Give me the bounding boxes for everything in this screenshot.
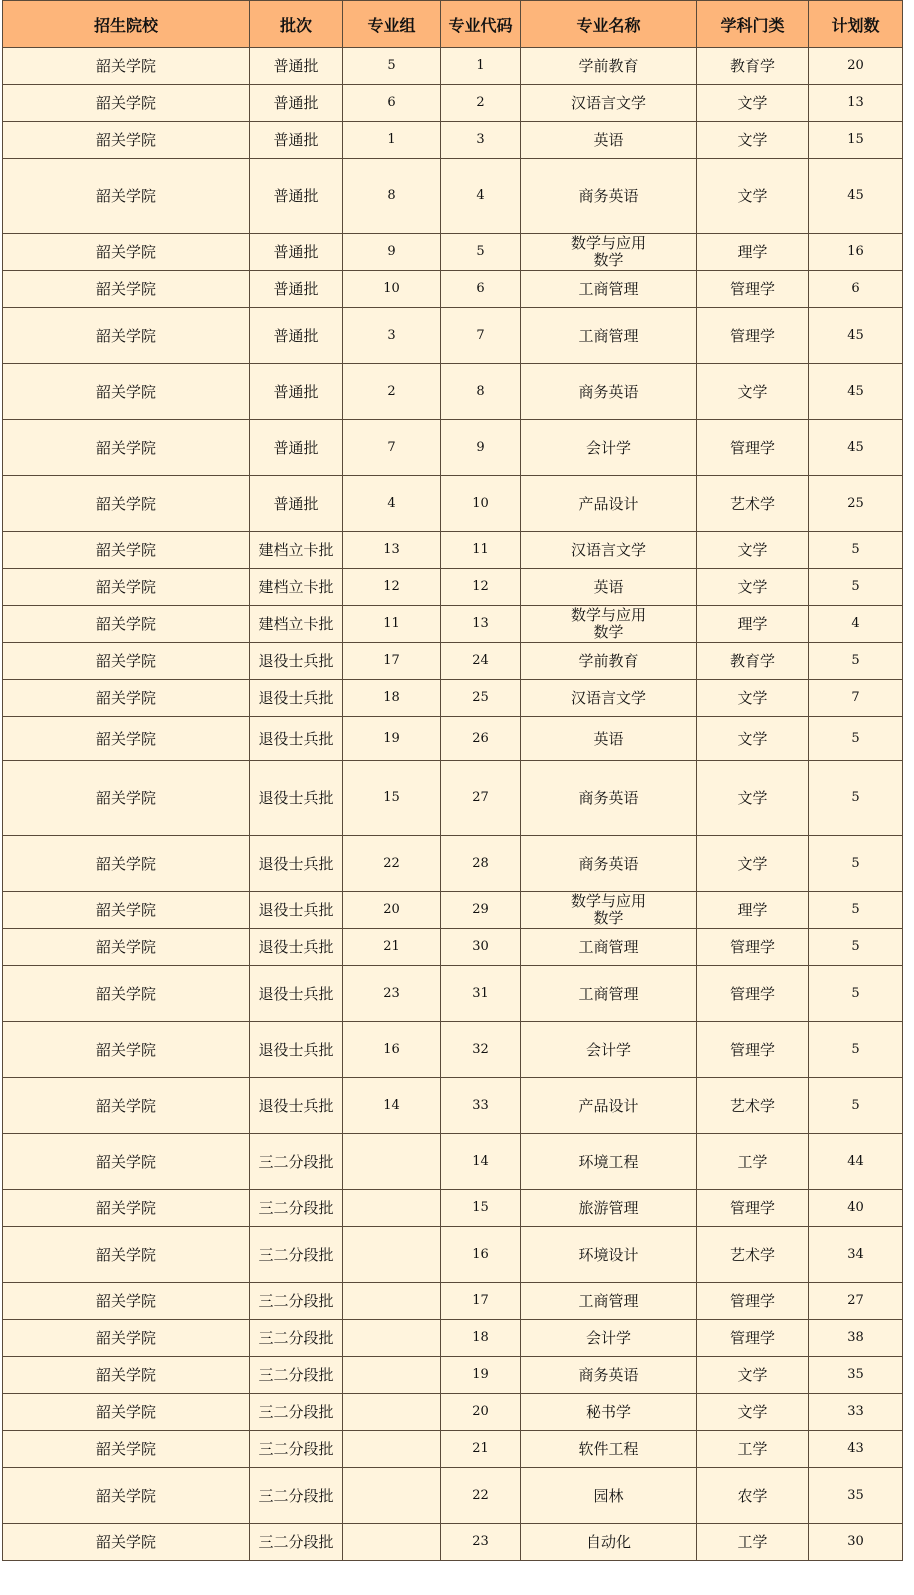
- cell-group: [343, 1357, 441, 1394]
- cell-group: 10: [343, 271, 441, 308]
- cell-school: 韶关学院: [3, 717, 250, 761]
- cell-code: 1: [441, 48, 521, 85]
- cell-batch: 普通批: [250, 234, 343, 271]
- table-row: [3, 717, 903, 761]
- table-row: [3, 234, 903, 271]
- cell-category: 管理学: [697, 308, 809, 364]
- cell-batch: 普通批: [250, 159, 343, 234]
- cell-code: 2: [441, 85, 521, 122]
- cell-school: 韶关学院: [3, 532, 250, 569]
- table-row: [3, 1524, 903, 1561]
- cell-category: 艺术学: [697, 1078, 809, 1134]
- cell-plan: 27: [809, 1283, 903, 1320]
- header-category: 学科门类: [697, 1, 809, 48]
- cell-plan: 5: [809, 569, 903, 606]
- table-row: [3, 122, 903, 159]
- cell-school: 韶关学院: [3, 159, 250, 234]
- cell-plan: 43: [809, 1431, 903, 1468]
- major-label: 数学与应用数学: [570, 892, 646, 927]
- cell-code: 19: [441, 1357, 521, 1394]
- cell-major: 环境设计: [521, 1227, 697, 1283]
- cell-plan: 33: [809, 1394, 903, 1431]
- header-plan: 计划数: [809, 1, 903, 48]
- table-row: [3, 1431, 903, 1468]
- table-row: [3, 85, 903, 122]
- table-row: [3, 1320, 903, 1357]
- cell-plan: 4: [809, 606, 903, 643]
- cell-school: 韶关学院: [3, 892, 250, 929]
- cell-batch: 三二分段批: [250, 1283, 343, 1320]
- cell-category: 管理学: [697, 1190, 809, 1227]
- cell-category: 管理学: [697, 929, 809, 966]
- cell-code: 12: [441, 569, 521, 606]
- table-row: [3, 606, 903, 643]
- cell-school: 韶关学院: [3, 85, 250, 122]
- cell-code: 18: [441, 1320, 521, 1357]
- cell-group: 14: [343, 1078, 441, 1134]
- cell-school: 韶关学院: [3, 1022, 250, 1078]
- cell-code: 32: [441, 1022, 521, 1078]
- cell-batch: 退役士兵批: [250, 1078, 343, 1134]
- table-row: [3, 532, 903, 569]
- cell-major: 产品设计: [521, 1078, 697, 1134]
- cell-code: 33: [441, 1078, 521, 1134]
- cell-plan: 5: [809, 929, 903, 966]
- cell-code: 16: [441, 1227, 521, 1283]
- cell-code: 13: [441, 606, 521, 643]
- cell-major: 学前教育: [521, 48, 697, 85]
- cell-school: 韶关学院: [3, 48, 250, 85]
- table-row: [3, 271, 903, 308]
- table-row: [3, 1078, 903, 1134]
- header-group: 专业组: [343, 1, 441, 48]
- table-row: [3, 1134, 903, 1190]
- cell-code: 11: [441, 532, 521, 569]
- table-row: [3, 1227, 903, 1283]
- cell-major: 工商管理: [521, 966, 697, 1022]
- table-row: [3, 364, 903, 420]
- cell-code: 7: [441, 308, 521, 364]
- cell-group: 20: [343, 892, 441, 929]
- cell-school: 韶关学院: [3, 1394, 250, 1431]
- cell-group: 22: [343, 836, 441, 892]
- cell-major: 产品设计: [521, 476, 697, 532]
- table-row: [3, 1022, 903, 1078]
- cell-batch: 普通批: [250, 476, 343, 532]
- cell-major: 工商管理: [521, 271, 697, 308]
- cell-code: 15: [441, 1190, 521, 1227]
- cell-code: 28: [441, 836, 521, 892]
- cell-batch: 三二分段批: [250, 1227, 343, 1283]
- cell-code: 25: [441, 680, 521, 717]
- cell-major: 自动化: [521, 1524, 697, 1561]
- table-row: [3, 1468, 903, 1524]
- cell-school: 韶关学院: [3, 1524, 250, 1561]
- cell-batch: 三二分段批: [250, 1134, 343, 1190]
- cell-school: 韶关学院: [3, 643, 250, 680]
- cell-category: 文学: [697, 569, 809, 606]
- cell-major: 商务英语: [521, 1357, 697, 1394]
- cell-batch: 普通批: [250, 271, 343, 308]
- table-row: [3, 1283, 903, 1320]
- cell-school: 韶关学院: [3, 761, 250, 836]
- cell-category: 文学: [697, 717, 809, 761]
- cell-category: 理学: [697, 606, 809, 643]
- cell-batch: 退役士兵批: [250, 836, 343, 892]
- header-major: 专业名称: [521, 1, 697, 48]
- cell-group: 16: [343, 1022, 441, 1078]
- table-row: [3, 929, 903, 966]
- cell-school: 韶关学院: [3, 476, 250, 532]
- cell-group: 15: [343, 761, 441, 836]
- cell-code: 14: [441, 1134, 521, 1190]
- cell-school: 韶关学院: [3, 1078, 250, 1134]
- cell-batch: 退役士兵批: [250, 929, 343, 966]
- cell-major: 学前教育: [521, 643, 697, 680]
- cell-plan: 5: [809, 836, 903, 892]
- cell-code: 23: [441, 1524, 521, 1561]
- cell-group: 18: [343, 680, 441, 717]
- cell-category: 文学: [697, 1394, 809, 1431]
- cell-code: 30: [441, 929, 521, 966]
- table-row: [3, 420, 903, 476]
- cell-school: 韶关学院: [3, 234, 250, 271]
- cell-category: 教育学: [697, 643, 809, 680]
- admissions-table: [2, 0, 903, 1561]
- cell-category: 管理学: [697, 966, 809, 1022]
- cell-group: 5: [343, 48, 441, 85]
- cell-school: 韶关学院: [3, 420, 250, 476]
- cell-major: 会计学: [521, 420, 697, 476]
- cell-major: [521, 234, 697, 271]
- cell-batch: 退役士兵批: [250, 1022, 343, 1078]
- cell-plan: 5: [809, 1078, 903, 1134]
- cell-plan: 45: [809, 308, 903, 364]
- cell-batch: 退役士兵批: [250, 643, 343, 680]
- cell-category: 文学: [697, 761, 809, 836]
- table-row: [3, 892, 903, 929]
- cell-group: 17: [343, 643, 441, 680]
- cell-major: 英语: [521, 569, 697, 606]
- cell-code: 20: [441, 1394, 521, 1431]
- major-label: 数学与应用数学: [570, 606, 646, 641]
- cell-group: 13: [343, 532, 441, 569]
- cell-batch: 退役士兵批: [250, 966, 343, 1022]
- cell-major: 工商管理: [521, 308, 697, 364]
- cell-category: 管理学: [697, 1283, 809, 1320]
- cell-plan: 38: [809, 1320, 903, 1357]
- cell-plan: 35: [809, 1357, 903, 1394]
- cell-plan: 15: [809, 122, 903, 159]
- cell-plan: 13: [809, 85, 903, 122]
- cell-batch: 普通批: [250, 122, 343, 159]
- cell-group: 2: [343, 364, 441, 420]
- cell-school: 韶关学院: [3, 606, 250, 643]
- cell-group: [343, 1227, 441, 1283]
- cell-batch: 普通批: [250, 364, 343, 420]
- cell-school: 韶关学院: [3, 680, 250, 717]
- cell-major: 商务英语: [521, 761, 697, 836]
- cell-plan: 16: [809, 234, 903, 271]
- cell-category: 艺术学: [697, 476, 809, 532]
- cell-code: 24: [441, 643, 521, 680]
- cell-plan: 5: [809, 532, 903, 569]
- cell-major: 工商管理: [521, 929, 697, 966]
- table-row: [3, 569, 903, 606]
- cell-major: [521, 892, 697, 929]
- cell-category: 文学: [697, 85, 809, 122]
- cell-category: 文学: [697, 836, 809, 892]
- cell-category: 文学: [697, 1357, 809, 1394]
- cell-batch: 退役士兵批: [250, 892, 343, 929]
- cell-group: [343, 1468, 441, 1524]
- cell-group: 9: [343, 234, 441, 271]
- cell-code: 9: [441, 420, 521, 476]
- cell-code: 26: [441, 717, 521, 761]
- cell-batch: 建档立卡批: [250, 569, 343, 606]
- cell-code: 4: [441, 159, 521, 234]
- cell-school: 韶关学院: [3, 569, 250, 606]
- cell-major: 英语: [521, 717, 697, 761]
- cell-group: 21: [343, 929, 441, 966]
- cell-batch: 普通批: [250, 85, 343, 122]
- cell-plan: 44: [809, 1134, 903, 1190]
- cell-batch: 普通批: [250, 308, 343, 364]
- cell-category: 管理学: [697, 1022, 809, 1078]
- cell-plan: 5: [809, 1022, 903, 1078]
- cell-major: 旅游管理: [521, 1190, 697, 1227]
- cell-plan: 34: [809, 1227, 903, 1283]
- cell-plan: 45: [809, 420, 903, 476]
- cell-category: 文学: [697, 122, 809, 159]
- table-body: [3, 48, 903, 1561]
- cell-school: 韶关学院: [3, 364, 250, 420]
- cell-batch: 三二分段批: [250, 1431, 343, 1468]
- table-row: [3, 48, 903, 85]
- cell-batch: 建档立卡批: [250, 606, 343, 643]
- cell-code: 31: [441, 966, 521, 1022]
- cell-category: 工学: [697, 1431, 809, 1468]
- cell-category: 文学: [697, 364, 809, 420]
- cell-major: 工商管理: [521, 1283, 697, 1320]
- table-row: [3, 1357, 903, 1394]
- cell-plan: 45: [809, 364, 903, 420]
- cell-plan: 20: [809, 48, 903, 85]
- cell-batch: 退役士兵批: [250, 717, 343, 761]
- cell-group: 12: [343, 569, 441, 606]
- cell-plan: 45: [809, 159, 903, 234]
- header-code: 专业代码: [441, 1, 521, 48]
- cell-code: 5: [441, 234, 521, 271]
- cell-batch: 退役士兵批: [250, 680, 343, 717]
- cell-school: 韶关学院: [3, 1357, 250, 1394]
- cell-group: [343, 1134, 441, 1190]
- cell-school: 韶关学院: [3, 1468, 250, 1524]
- cell-plan: 35: [809, 1468, 903, 1524]
- cell-major: 秘书学: [521, 1394, 697, 1431]
- cell-plan: 5: [809, 966, 903, 1022]
- cell-group: [343, 1394, 441, 1431]
- cell-category: 理学: [697, 892, 809, 929]
- cell-batch: 建档立卡批: [250, 532, 343, 569]
- table-row: [3, 159, 903, 234]
- cell-plan: 5: [809, 643, 903, 680]
- table-row: [3, 836, 903, 892]
- cell-group: [343, 1431, 441, 1468]
- cell-batch: 退役士兵批: [250, 761, 343, 836]
- table-row: [3, 1394, 903, 1431]
- cell-plan: 5: [809, 761, 903, 836]
- header-school: 招生院校: [3, 1, 250, 48]
- cell-group: 7: [343, 420, 441, 476]
- cell-group: 8: [343, 159, 441, 234]
- cell-code: 29: [441, 892, 521, 929]
- cell-batch: 普通批: [250, 48, 343, 85]
- cell-category: 管理学: [697, 1320, 809, 1357]
- cell-batch: 三二分段批: [250, 1320, 343, 1357]
- cell-group: [343, 1190, 441, 1227]
- cell-category: 文学: [697, 159, 809, 234]
- cell-code: 3: [441, 122, 521, 159]
- cell-batch: 三二分段批: [250, 1190, 343, 1227]
- cell-major: 环境工程: [521, 1134, 697, 1190]
- cell-school: 韶关学院: [3, 271, 250, 308]
- cell-plan: 30: [809, 1524, 903, 1561]
- cell-code: 6: [441, 271, 521, 308]
- cell-category: 文学: [697, 532, 809, 569]
- cell-major: 会计学: [521, 1022, 697, 1078]
- cell-category: 教育学: [697, 48, 809, 85]
- cell-code: 10: [441, 476, 521, 532]
- cell-category: 文学: [697, 680, 809, 717]
- cell-code: 21: [441, 1431, 521, 1468]
- cell-major: 商务英语: [521, 836, 697, 892]
- cell-school: 韶关学院: [3, 836, 250, 892]
- cell-major: 软件工程: [521, 1431, 697, 1468]
- major-label: 数学与应用数学: [570, 234, 646, 269]
- cell-batch: 普通批: [250, 420, 343, 476]
- cell-group: 6: [343, 85, 441, 122]
- table-row: [3, 761, 903, 836]
- cell-group: 4: [343, 476, 441, 532]
- cell-school: 韶关学院: [3, 1227, 250, 1283]
- cell-school: 韶关学院: [3, 929, 250, 966]
- table-row: [3, 680, 903, 717]
- cell-major: 商务英语: [521, 159, 697, 234]
- cell-school: 韶关学院: [3, 1320, 250, 1357]
- cell-plan: 5: [809, 892, 903, 929]
- cell-category: 工学: [697, 1524, 809, 1561]
- cell-group: 23: [343, 966, 441, 1022]
- table-row: [3, 308, 903, 364]
- cell-category: 工学: [697, 1134, 809, 1190]
- cell-major: 汉语言文学: [521, 532, 697, 569]
- cell-code: 8: [441, 364, 521, 420]
- cell-school: 韶关学院: [3, 1283, 250, 1320]
- cell-group: 3: [343, 308, 441, 364]
- cell-batch: 三二分段批: [250, 1524, 343, 1561]
- table-row: [3, 476, 903, 532]
- cell-major: [521, 606, 697, 643]
- cell-group: 1: [343, 122, 441, 159]
- cell-group: [343, 1524, 441, 1561]
- cell-code: 22: [441, 1468, 521, 1524]
- cell-school: 韶关学院: [3, 1134, 250, 1190]
- cell-batch: 三二分段批: [250, 1468, 343, 1524]
- cell-school: 韶关学院: [3, 1190, 250, 1227]
- cell-major: 园林: [521, 1468, 697, 1524]
- cell-major: 汉语言文学: [521, 85, 697, 122]
- cell-code: 27: [441, 761, 521, 836]
- cell-batch: 三二分段批: [250, 1357, 343, 1394]
- table-row: [3, 1190, 903, 1227]
- cell-category: 管理学: [697, 420, 809, 476]
- cell-major: 汉语言文学: [521, 680, 697, 717]
- table-row: [3, 966, 903, 1022]
- cell-plan: 40: [809, 1190, 903, 1227]
- cell-category: 艺术学: [697, 1227, 809, 1283]
- cell-plan: 25: [809, 476, 903, 532]
- cell-category: 管理学: [697, 271, 809, 308]
- cell-plan: 5: [809, 717, 903, 761]
- cell-group: [343, 1283, 441, 1320]
- table-row: [3, 643, 903, 680]
- cell-category: 理学: [697, 234, 809, 271]
- cell-school: 韶关学院: [3, 966, 250, 1022]
- header-row: [3, 1, 903, 48]
- cell-school: 韶关学院: [3, 308, 250, 364]
- header-batch: 批次: [250, 1, 343, 48]
- cell-code: 17: [441, 1283, 521, 1320]
- cell-group: 19: [343, 717, 441, 761]
- cell-category: 农学: [697, 1468, 809, 1524]
- cell-plan: 7: [809, 680, 903, 717]
- cell-group: 11: [343, 606, 441, 643]
- cell-batch: 三二分段批: [250, 1394, 343, 1431]
- cell-school: 韶关学院: [3, 1431, 250, 1468]
- cell-group: [343, 1320, 441, 1357]
- cell-plan: 6: [809, 271, 903, 308]
- cell-school: 韶关学院: [3, 122, 250, 159]
- cell-major: 会计学: [521, 1320, 697, 1357]
- cell-major: 商务英语: [521, 364, 697, 420]
- cell-major: 英语: [521, 122, 697, 159]
